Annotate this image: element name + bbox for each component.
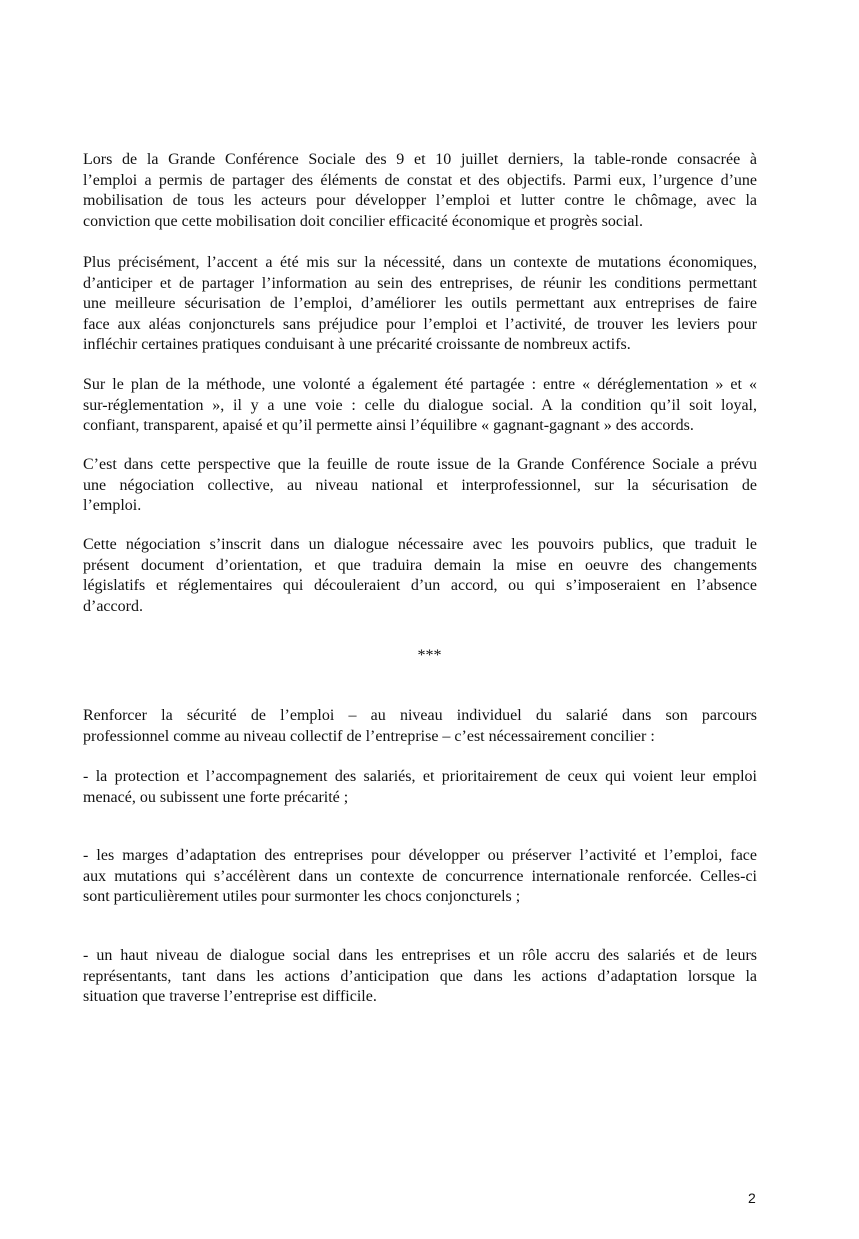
text-line: présent document d’orientation, et que traduira demain la mise en oeuvre des changements [83,556,757,574]
text-line: Lors de la Grande Conférence Sociale des 9 et 10 juillet derniers, la table-ronde consacrée à [83,151,757,168]
text-line: - la protection et l’accompagnement des salariés, et prioritairement de ceux qui voient leur emploi [83,768,757,785]
text-line: l’emploi a permis de partager des éléments de constat et des objectifs. Parmi eux, l’urgence d’une [83,171,757,189]
text-line: menacé, ou subissent une forte précarité ; [83,788,349,806]
text-line: représentants, tant dans les actions d’anticipation que dans les actions d’adaptation lorsque la [83,967,757,985]
paragraph-3 [83,375,757,437]
section-separator: *** [417,647,442,664]
text-line: situation que traverse l’entreprise est difficile. [83,988,377,1005]
text-line: professionnel comme au niveau collectif de l’entreprise – c’est nécessairement concilier : [83,727,655,745]
text-line: sont particulièrement utiles pour surmonter les chocs conjoncturels ; [83,888,521,905]
text-line: sur-réglementation », il y a une voie : celle du dialogue social. A la condition qu’il soit loyal, [83,396,757,414]
text-line: infléchir certaines pratiques conduisant à une précarité croissante de nombreux actifs. [83,336,631,353]
text-line: confiant, transparent, apaisé et qu’il permette ainsi l’équilibre « gagnant-gagnant » des accords. [83,417,694,434]
text-line: Cette négociation s’inscrit dans un dialogue nécessaire avec les pouvoirs publics, que traduit le [83,536,757,553]
text-line: face aux aléas conjoncturels sans préjudice pour l’emploi et l’activité, de trouver les leviers pour [83,315,757,333]
paragraph-5 [83,535,757,617]
paragraph-1 [83,150,757,232]
text-line: d’anticiper et de partager l’information au sein des entreprises, de réunir les conditions permettant [83,274,757,292]
paragraph-intro [83,706,757,747]
text-line: Plus précisément, l’accent a été mis sur la nécessité, dans un contexte de mutations économiques, [83,254,757,271]
bullet-3 [83,946,757,1008]
text-line: législatifs et réglementaires qui découleraient d’un accord, ou qui s’imposeraient en l’absence [83,577,757,594]
page-number: 2 [748,1190,756,1206]
text-line: une meilleure sécurisation de l’emploi, d’améliorer les outils permettant aux entreprises de faire [83,295,757,312]
text-line: conviction que cette mobilisation doit concilier efficacité économique et progrès social. [83,212,643,230]
text-line: C’est dans cette perspective que la feuille de route issue de la Grande Conférence Sociale a prévu [83,456,757,473]
text-line: aux mutations qui s’accélèrent dans un contexte de concurrence internationale renforcée. Celles-ci [83,867,757,885]
text-line: une négociation collective, au niveau national et interprofessionnel, sur la sécurisation de [83,476,757,494]
paragraph-2 [83,253,757,356]
paragraph-4 [83,455,757,517]
text-line: mobilisation de tous les acteurs pour développer l’emploi et lutter contre le chômage, avec la [83,192,757,209]
text-line: Renforcer la sécurité de l’emploi – au niveau individuel du salarié dans son parcours [83,707,757,724]
text-line: Sur le plan de la méthode, une volonté a également été partagée : entre « déréglementation » et « [83,376,757,393]
text-line: d’accord. [83,597,143,615]
bullet-1 [83,767,757,808]
bullet-2 [83,846,757,908]
text-line: - un haut niveau de dialogue social dans les entreprises et un rôle accru des salariés et de leurs [83,947,757,964]
text-line: - les marges d’adaptation des entreprises pour développer ou préserver l’activité et l’emploi, face [83,847,757,864]
text-line: l’emploi. [83,497,142,514]
